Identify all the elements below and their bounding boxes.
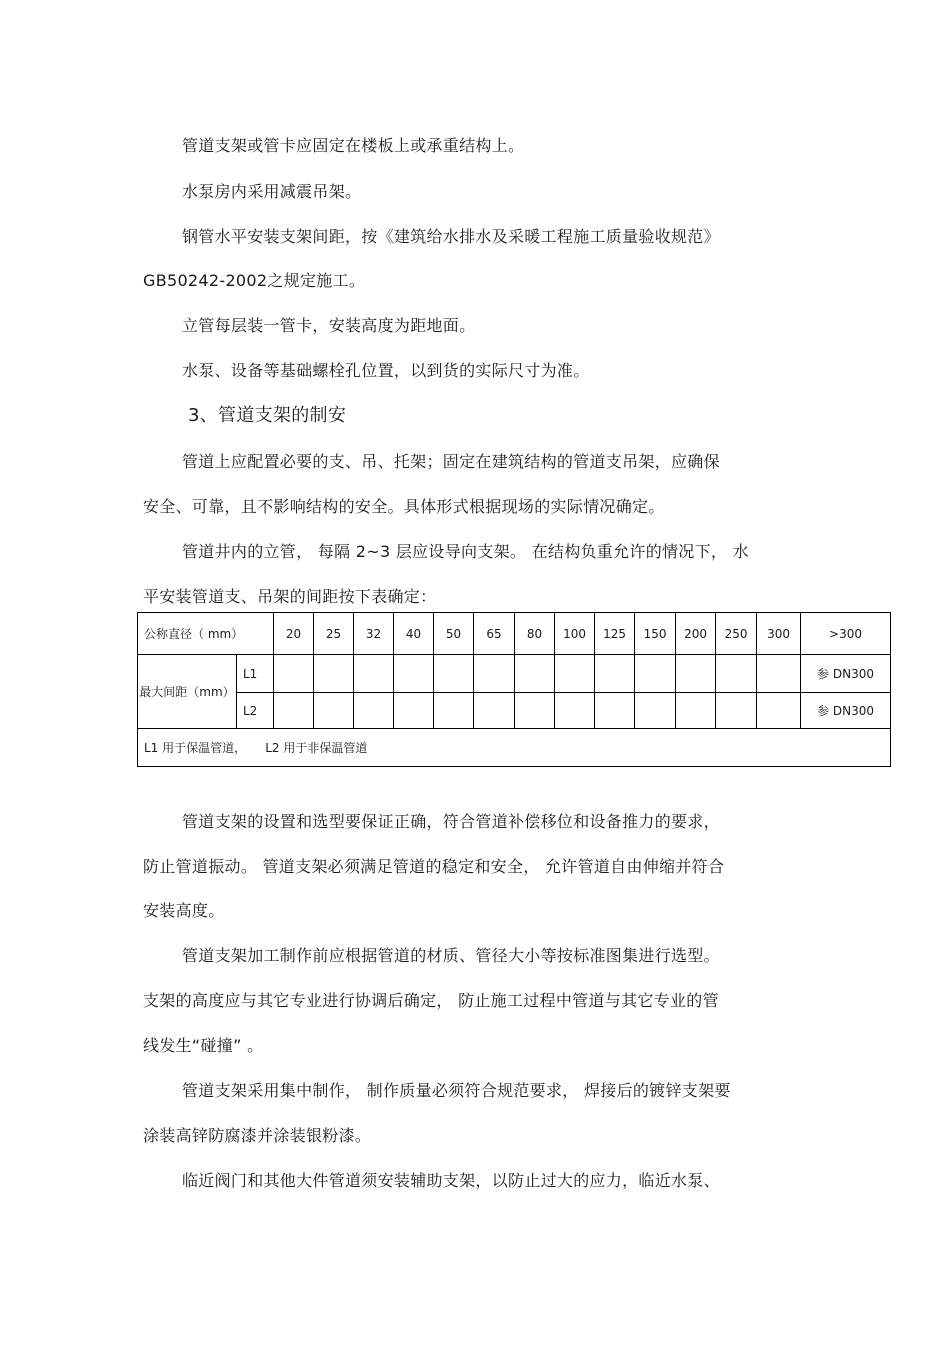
empty-cell xyxy=(595,693,635,729)
empty-cell xyxy=(274,655,314,693)
empty-cell xyxy=(515,693,555,729)
empty-cell xyxy=(757,693,801,729)
empty-cell xyxy=(474,655,515,693)
diameter-cell: 50 xyxy=(434,613,474,655)
empty-cell xyxy=(595,655,635,693)
paragraph-line: 管道支架或管卡应固定在楼板上或承重结构上。 xyxy=(182,136,525,155)
empty-cell xyxy=(354,693,394,729)
diameter-cell: 150 xyxy=(635,613,676,655)
paragraph-line: 水泵房内采用减震吊架。 xyxy=(182,182,362,201)
diameter-cell: 300 xyxy=(757,613,801,655)
empty-cell xyxy=(394,655,434,693)
table-header-row xyxy=(138,613,891,655)
paragraph-line: 平安装管道支、吊架的间距按下表确定： xyxy=(143,587,437,606)
empty-cell xyxy=(716,655,757,693)
empty-cell xyxy=(757,655,801,693)
paragraph-line: 管道支架的设置和选型要保证正确，符合管道补偿移位和设备推力的要求， xyxy=(182,812,720,831)
empty-cell xyxy=(716,693,757,729)
paragraph-line: 立管每层装一管卡，安装高度为距地面。 xyxy=(182,316,476,335)
empty-cell xyxy=(635,655,676,693)
diameter-cell: 20 xyxy=(274,613,314,655)
table-note-row xyxy=(138,729,891,767)
row-code: L2 xyxy=(237,693,274,729)
empty-cell xyxy=(676,655,716,693)
empty-cell xyxy=(676,693,716,729)
empty-cell xyxy=(394,693,434,729)
reference-cell: 参 DN300 xyxy=(801,693,891,729)
paragraph-line: GB50242-2002之规定施工。 xyxy=(143,271,366,290)
diameter-header: 公称直径（ mm） xyxy=(138,613,274,655)
paragraph-line: 线发生“碰撞” 。 xyxy=(143,1036,264,1055)
empty-cell xyxy=(515,655,555,693)
paragraph-line: 临近阀门和其他大件管道须安装辅助支架，以防止过大的应力，临近水泵、 xyxy=(182,1171,720,1190)
diameter-cell: 100 xyxy=(555,613,595,655)
empty-cell xyxy=(314,655,354,693)
empty-cell xyxy=(434,655,474,693)
paragraph-line: 管道上应配置必要的支、吊、托架；固定在建筑结构的管道支吊架，应确保 xyxy=(182,452,720,471)
empty-cell xyxy=(274,693,314,729)
diameter-cell: 80 xyxy=(515,613,555,655)
paragraph-line: 管道井内的立管， 每隔 2~3 层应设导向支架。 在结构负重允许的情况下， 水 xyxy=(182,542,749,561)
empty-cell xyxy=(555,655,595,693)
paragraph-line: 水泵、设备等基础螺栓孔位置，以到货的实际尺寸为准。 xyxy=(182,361,590,380)
diameter-cell: 200 xyxy=(676,613,716,655)
row-code: L1 xyxy=(237,655,274,693)
diameter-cell: 65 xyxy=(474,613,515,655)
paragraph-line: 支架的高度应与其它专业进行协调后确定， 防止施工过程中管道与其它专业的管 xyxy=(143,991,719,1010)
paragraph-line: 安全、可靠，且不影响结构的安全。具体形式根据现场的实际情况确定。 xyxy=(143,497,665,516)
empty-cell xyxy=(434,693,474,729)
paragraph-line: 管道支架加工制作前应根据管道的材质、管径大小等按标准图集进行选型。 xyxy=(182,946,720,965)
max-spacing-label: 最大间距（mm） xyxy=(138,655,237,729)
paragraph-line: 防止管道振动。 管道支架必须满足管道的稳定和安全， 允许管道自由伸缩并符合 xyxy=(143,857,725,876)
table-row xyxy=(138,655,891,693)
diameter-cell: 125 xyxy=(595,613,635,655)
diameter-cell: 25 xyxy=(314,613,354,655)
reference-cell: 参 DN300 xyxy=(801,655,891,693)
section-heading: 3、管道支架的制安 xyxy=(188,405,347,426)
empty-cell xyxy=(474,693,515,729)
empty-cell xyxy=(555,693,595,729)
empty-cell xyxy=(314,693,354,729)
paragraph-line: 管道支架采用集中制作， 制作质量必须符合规范要求， 焊接后的镀锌支架要 xyxy=(182,1081,731,1100)
empty-cell xyxy=(635,693,676,729)
table-note: L1 用于保温管道， L2 用于非保温管道 xyxy=(138,729,891,767)
paragraph-line: 安装高度。 xyxy=(143,901,225,920)
diameter-cell: 250 xyxy=(716,613,757,655)
diameter-cell: >300 xyxy=(801,613,891,655)
diameter-cell: 40 xyxy=(394,613,434,655)
empty-cell xyxy=(354,655,394,693)
support-spacing-table xyxy=(137,612,891,767)
paragraph-line: 涂装高锌防腐漆并涂装银粉漆。 xyxy=(143,1126,372,1145)
paragraph-line: 钢管水平安装支架间距，按《建筑给水排水及采暖工程施工质量验收规范》 xyxy=(182,227,720,246)
diameter-cell: 32 xyxy=(354,613,394,655)
table-row xyxy=(138,693,891,729)
